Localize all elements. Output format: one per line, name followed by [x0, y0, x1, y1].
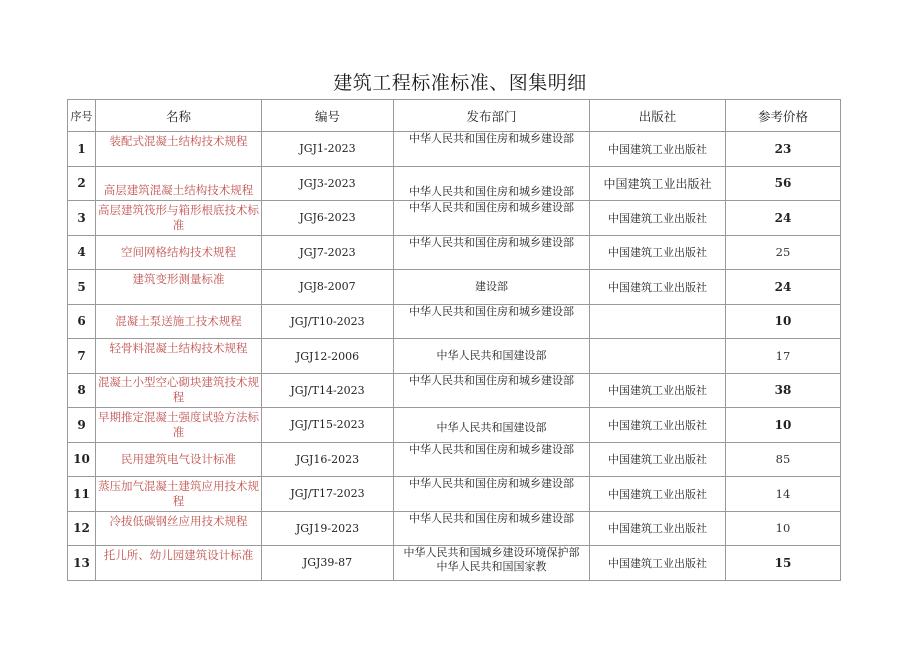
row-dept-line: 中华人民共和国建设部	[436, 420, 547, 434]
table-header-row	[68, 100, 841, 132]
table-row	[68, 477, 841, 512]
row-price: 23	[726, 132, 841, 167]
row-dept-line: 中华人民共和国住房和城乡建设部	[409, 132, 574, 145]
row-dept	[394, 511, 590, 546]
row-code: JGJ39-87	[262, 546, 394, 581]
header-publisher: 出版社	[590, 100, 726, 132]
row-no: 12	[68, 511, 96, 546]
row-no: 10	[68, 442, 96, 477]
row-code: JGJ8-2007	[262, 270, 394, 305]
header-price: 参考价格	[726, 100, 841, 132]
row-no: 13	[68, 546, 96, 581]
row-publisher: 中国建筑工业出版社	[590, 477, 726, 512]
row-publisher	[590, 304, 726, 339]
row-name: 轻骨料混凝土结构技术规程	[96, 339, 262, 374]
row-name: 早期推定混凝土强度试验方法标准	[96, 408, 262, 443]
row-dept	[394, 304, 590, 339]
header-dept: 发布部门	[394, 100, 590, 132]
row-dept	[394, 132, 590, 167]
row-name: 空间网格结构技术规程	[96, 235, 262, 270]
row-code: JGJ19-2023	[262, 511, 394, 546]
row-name: 高层建筑筏形与箱形根底技术标准	[96, 201, 262, 236]
row-dept	[394, 166, 590, 201]
row-price: 25	[726, 235, 841, 270]
table-row	[68, 408, 841, 443]
row-price: 24	[726, 201, 841, 236]
row-name: 高层建筑混凝土结构技术规程	[96, 166, 262, 201]
row-dept-line: 中华人民共和国住房和城乡建设部	[409, 304, 574, 318]
row-publisher: 中国建筑工业出版社	[590, 511, 726, 546]
row-publisher: 中国建筑工业出版社	[590, 235, 726, 270]
row-price: 17	[726, 339, 841, 374]
table-row	[68, 546, 841, 581]
row-no: 4	[68, 235, 96, 270]
row-dept	[394, 408, 590, 443]
row-no: 9	[68, 408, 96, 443]
table-row	[68, 166, 841, 201]
row-dept	[394, 201, 590, 236]
row-price: 15	[726, 546, 841, 581]
table-row	[68, 373, 841, 408]
row-price: 38	[726, 373, 841, 408]
header-name: 名称	[96, 100, 262, 132]
row-dept-line: 中华人民共和国城乡建设环境保护部	[403, 546, 580, 559]
row-dept-line: 中华人民共和国住房和城乡建设部	[409, 235, 574, 249]
row-no: 5	[68, 270, 96, 305]
row-code: JGJ1-2023	[262, 132, 394, 167]
row-price: 85	[726, 442, 841, 477]
row-price: 10	[726, 304, 841, 339]
row-dept	[394, 442, 590, 477]
row-dept-line: 中华人民共和国住房和城乡建设部	[409, 201, 574, 214]
row-no: 1	[68, 132, 96, 167]
row-dept-line: 中华人民共和国国家教	[436, 560, 547, 573]
row-name: 装配式混凝土结构技术规程	[96, 132, 262, 167]
row-dept-line: 中华人民共和国住房和城乡建设部	[409, 442, 574, 456]
row-dept	[394, 270, 590, 305]
table-row	[68, 201, 841, 236]
table-row	[68, 511, 841, 546]
row-publisher: 中国建筑工业出版社	[590, 373, 726, 408]
row-dept-line: 中华人民共和国住房和城乡建设部	[409, 373, 574, 387]
row-publisher: 中国建筑工业出版社	[590, 546, 726, 581]
row-publisher: 中国建筑工业出版社	[590, 132, 726, 167]
row-dept-line: 中华人民共和国住房和城乡建设部	[409, 185, 574, 198]
row-code: JGJ/T17-2023	[262, 477, 394, 512]
row-name: 混凝土小型空心砌块建筑技术规程	[96, 373, 262, 408]
row-code: JGJ12-2006	[262, 339, 394, 374]
row-dept	[394, 235, 590, 270]
row-name: 民用建筑电气设计标准	[96, 442, 262, 477]
row-name: 混凝土泵送施工技术规程	[96, 304, 262, 339]
row-dept	[394, 546, 590, 581]
page-title: 建筑工程标准标准、图集明细	[333, 72, 587, 94]
row-dept-line: 中华人民共和国建设部	[436, 348, 547, 362]
row-no: 7	[68, 339, 96, 374]
row-dept-line: 中华人民共和国住房和城乡建设部	[409, 477, 574, 490]
header-code: 编号	[262, 100, 394, 132]
row-code: JGJ16-2023	[262, 442, 394, 477]
table-row	[68, 304, 841, 339]
row-publisher: 中国建筑工业出版社	[590, 166, 726, 201]
row-code: JGJ3-2023	[262, 166, 394, 201]
row-publisher: 中国建筑工业出版社	[590, 442, 726, 477]
row-price: 56	[726, 166, 841, 201]
row-name: 托儿所、幼儿园建筑设计标准	[96, 546, 262, 581]
row-price: 10	[726, 408, 841, 443]
row-publisher: 中国建筑工业出版社	[590, 201, 726, 236]
row-no: 11	[68, 477, 96, 512]
row-no: 6	[68, 304, 96, 339]
row-dept	[394, 477, 590, 512]
row-name: 建筑变形测量标准	[96, 270, 262, 305]
row-no: 3	[68, 201, 96, 236]
row-code: JGJ/T14-2023	[262, 373, 394, 408]
table-row	[68, 442, 841, 477]
row-publisher: 中国建筑工业出版社	[590, 270, 726, 305]
row-dept-line: 中华人民共和国住房和城乡建设部	[409, 511, 574, 525]
row-code: JGJ6-2023	[262, 201, 394, 236]
row-dept	[394, 373, 590, 408]
row-publisher	[590, 339, 726, 374]
row-price: 24	[726, 270, 841, 305]
row-dept	[394, 339, 590, 374]
table-row	[68, 339, 841, 374]
standards-table	[67, 99, 841, 581]
row-dept-line: 建设部	[475, 279, 508, 293]
row-price: 10	[726, 511, 841, 546]
row-price: 14	[726, 477, 841, 512]
row-publisher: 中国建筑工业出版社	[590, 408, 726, 443]
header-no: 序号	[68, 100, 96, 132]
row-no: 2	[68, 166, 96, 201]
row-code: JGJ7-2023	[262, 235, 394, 270]
row-name: 冷拔低碳钢丝应用技术规程	[96, 511, 262, 546]
table-row	[68, 235, 841, 270]
row-name: 蒸压加气混凝土建筑应用技术规程	[96, 477, 262, 512]
table-row	[68, 270, 841, 305]
row-code: JGJ/T10-2023	[262, 304, 394, 339]
row-no: 8	[68, 373, 96, 408]
row-code: JGJ/T15-2023	[262, 408, 394, 443]
table-row	[68, 132, 841, 167]
